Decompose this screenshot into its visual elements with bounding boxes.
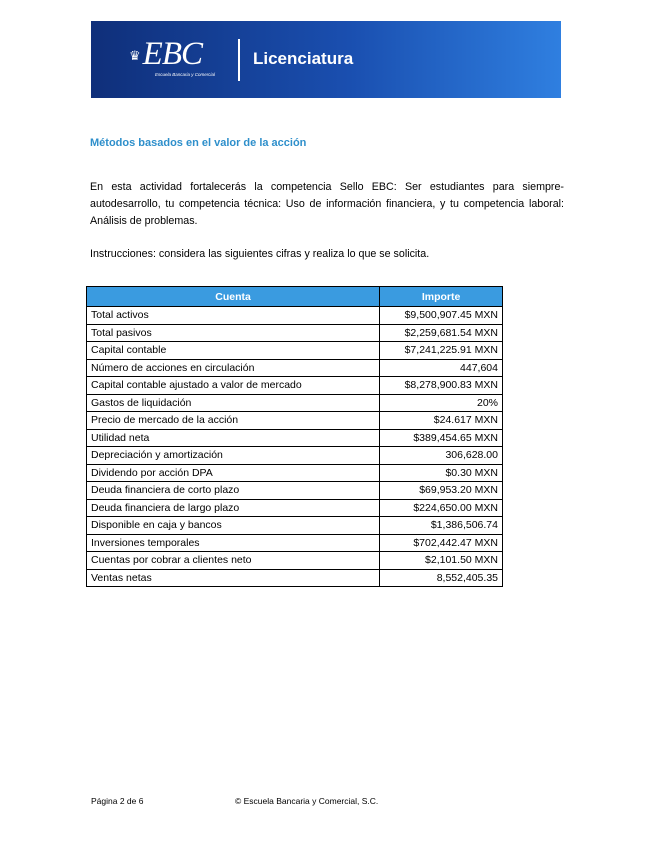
- importe-cell: $69,953.20 MXN: [380, 482, 503, 500]
- table-row: [87, 324, 503, 342]
- footer-copyright: © Escuela Bancaria y Comercial, S.C.: [235, 796, 379, 806]
- importe-cell: $7,241,225.91 MXN: [380, 342, 503, 360]
- cuenta-cell: Deuda financiera de corto plazo: [87, 482, 380, 500]
- importe-cell: $389,454.65 MXN: [380, 429, 503, 447]
- ebc-logo: [129, 36, 216, 83]
- importe-cell: $8,278,900.83 MXN: [380, 377, 503, 395]
- intro-paragraph: En esta actividad fortalecerás la competencia Sello EBC: Ser estudiantes para siempre-autodesarrollo, tu competencia técnica: Uso de información financiera, y tu competencia laboral: Análisis de problemas.: [90, 181, 564, 227]
- importe-cell: 8,552,405.35: [380, 569, 503, 587]
- table-row: [87, 447, 503, 465]
- section-title: Métodos basados en el valor de la acción: [90, 137, 307, 149]
- table-row: [87, 552, 503, 570]
- table-row: [87, 569, 503, 587]
- header-title: Licenciatura: [253, 49, 354, 68]
- table-row: [87, 377, 503, 395]
- table-header-row: [87, 287, 503, 307]
- cuenta-cell: Precio de mercado de la acción: [87, 412, 380, 430]
- cuenta-cell: Deuda financiera de largo plazo: [87, 499, 380, 517]
- importe-cell: $0.30 MXN: [380, 464, 503, 482]
- cuenta-cell: Cuentas por cobrar a clientes neto: [87, 552, 380, 570]
- importe-cell: $2,101.50 MXN: [380, 552, 503, 570]
- page-number: Página 2 de 6: [91, 796, 144, 806]
- cuenta-cell: Depreciación y amortización: [87, 447, 380, 465]
- instructions: Instrucciones: considera las siguientes cifras y realiza lo que se solicita.: [90, 248, 430, 260]
- accounts-table: [86, 286, 503, 587]
- cuenta-cell: Capital contable: [87, 342, 380, 360]
- header-cuenta: Cuenta: [87, 287, 380, 307]
- crown-icon: ♛: [129, 49, 141, 64]
- table-row: [87, 307, 503, 325]
- importe-cell: $224,650.00 MXN: [380, 499, 503, 517]
- importe-cell: $24.617 MXN: [380, 412, 503, 430]
- cuenta-cell: Gastos de liquidación: [87, 394, 380, 412]
- table-row: [87, 482, 503, 500]
- importe-cell: 306,628.00: [380, 447, 503, 465]
- table-row: [87, 534, 503, 552]
- cuenta-cell: Ventas netas: [87, 569, 380, 587]
- importe-cell: $2,259,681.54 MXN: [380, 324, 503, 342]
- cuenta-cell: Disponible en caja y bancos: [87, 517, 380, 535]
- cuenta-cell: Total activos: [87, 307, 380, 325]
- cuenta-cell: Utilidad neta: [87, 429, 380, 447]
- table-row: [87, 342, 503, 360]
- table-row: [87, 499, 503, 517]
- logo-subtext: Escuela Bancaria y Comercial: [155, 72, 216, 77]
- importe-cell: $1,386,506.74: [380, 517, 503, 535]
- importe-cell: $9,500,907.45 MXN: [380, 307, 503, 325]
- importe-cell: 447,604: [380, 359, 503, 377]
- table-row: [87, 464, 503, 482]
- table-row: [87, 429, 503, 447]
- header-importe: Importe: [380, 287, 503, 307]
- cuenta-cell: Número de acciones en circulación: [87, 359, 380, 377]
- header-banner: [91, 21, 561, 98]
- header-divider: [238, 39, 240, 81]
- cuenta-cell: Dividendo por acción DPA: [87, 464, 380, 482]
- cuenta-cell: Capital contable ajustado a valor de mercado: [87, 377, 380, 395]
- cuenta-cell: Total pasivos: [87, 324, 380, 342]
- table-row: [87, 412, 503, 430]
- importe-cell: $702,442.47 MXN: [380, 534, 503, 552]
- importe-cell: 20%: [380, 394, 503, 412]
- table-row: [87, 359, 503, 377]
- cuenta-cell: Inversiones temporales: [87, 534, 380, 552]
- logo-text: EBC: [142, 36, 202, 72]
- table-row: [87, 517, 503, 535]
- table-row: [87, 394, 503, 412]
